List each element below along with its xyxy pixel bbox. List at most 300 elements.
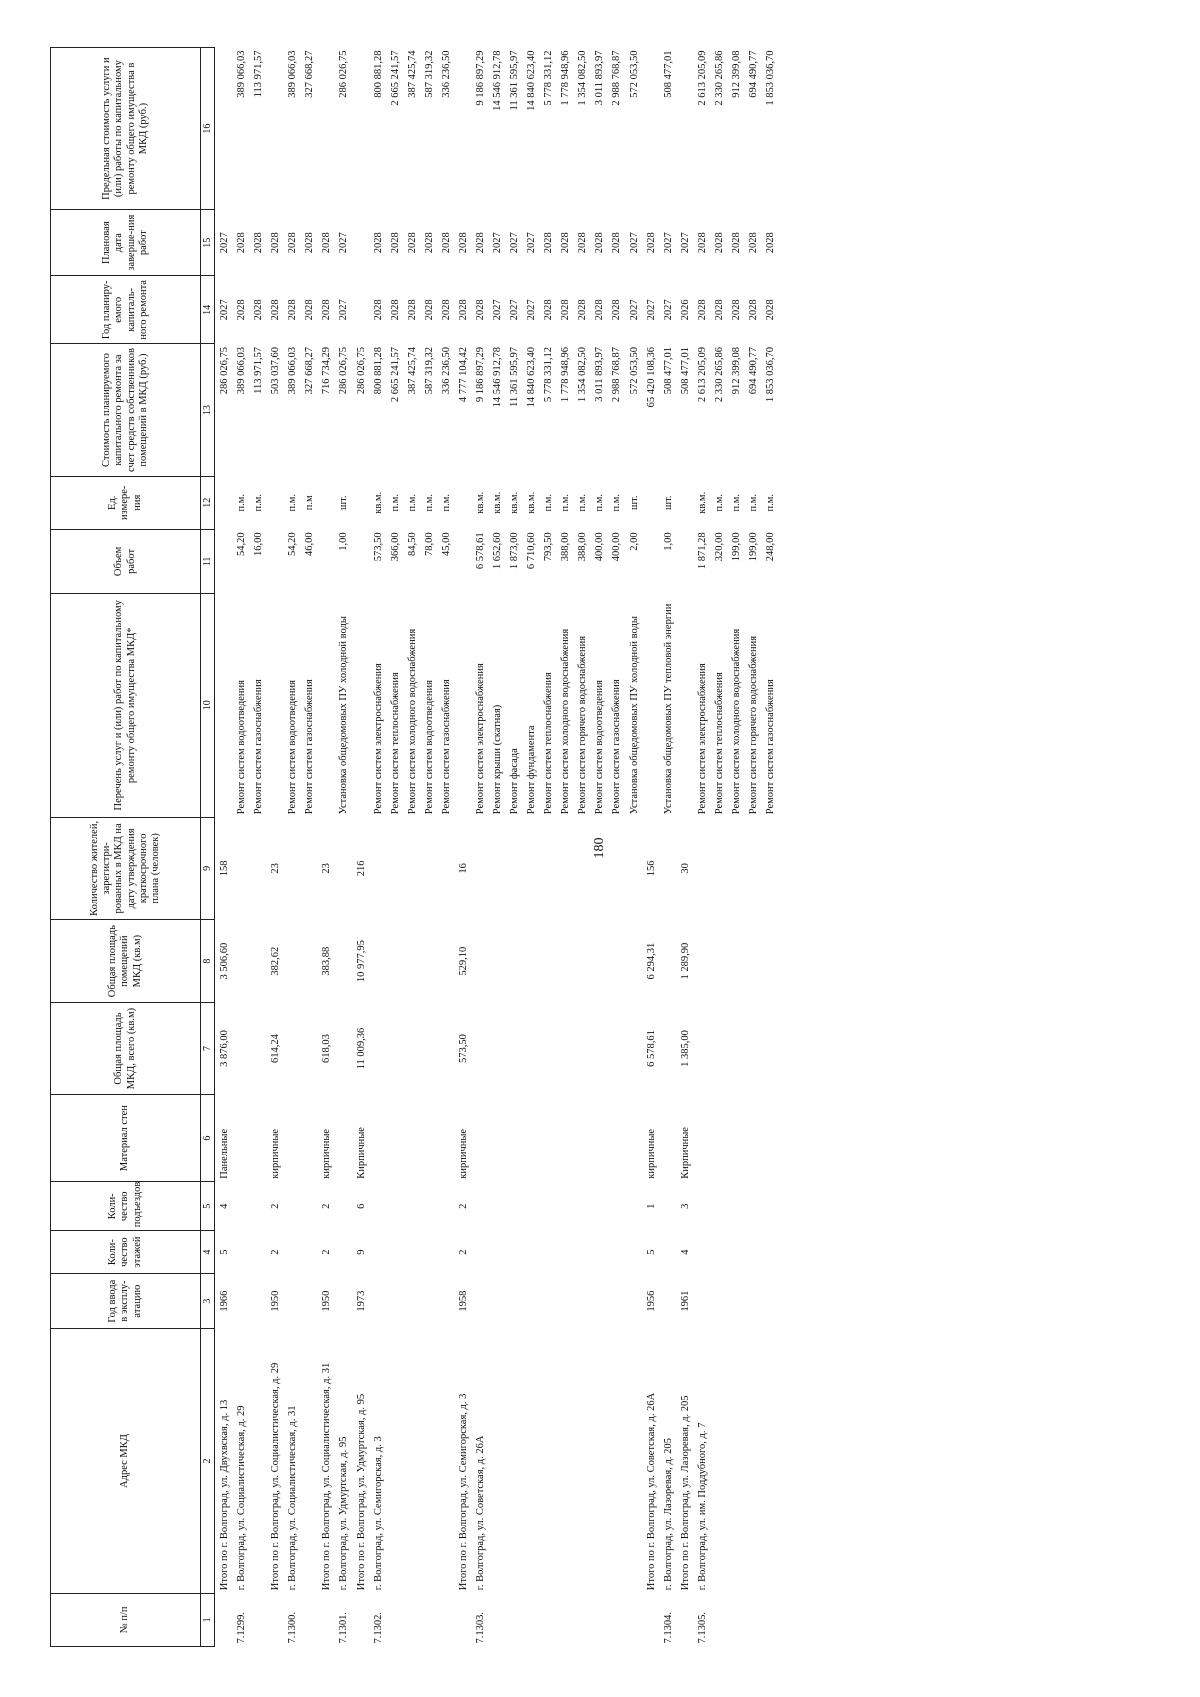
floors-cell: 5	[219, 1249, 230, 1255]
entrances-cell	[590, 1182, 607, 1231]
residents-cell: 16	[457, 863, 469, 874]
volume-cell	[215, 529, 233, 593]
cost-cell: 587 319,32	[423, 346, 435, 395]
premises-area-cell	[334, 920, 351, 1003]
premises-area-cell	[488, 920, 505, 1003]
unit-cell: п.м.	[440, 494, 452, 512]
entrances-cell	[334, 1182, 351, 1231]
wall-material-cell	[334, 1094, 351, 1181]
cost-cell: 14 840 623,40	[526, 346, 538, 408]
floors-cell	[369, 1231, 386, 1274]
column-number: 5	[201, 1182, 215, 1231]
wall-material-cell	[556, 1094, 573, 1181]
completion-year-cell: 2028	[440, 232, 452, 254]
max-cost-cell: 14 546 912,78	[492, 50, 503, 111]
wall-material-cell	[659, 1094, 676, 1181]
table-subrow	[522, 48, 539, 1647]
max-cost-cell: 1 853 036,70	[765, 50, 776, 106]
wall-material-cell	[420, 1094, 437, 1181]
address-cell: Итого по г. Волгоград, ул. Двухвская, д. 13	[219, 1399, 230, 1591]
work-type-cell	[317, 593, 334, 817]
total-area-cell	[659, 1003, 676, 1095]
row-number	[522, 1593, 539, 1646]
completion-year-cell: 2028	[474, 232, 486, 254]
total-area-cell	[249, 1003, 266, 1095]
header-cell: Предельная стоимость услуги и (или) работы по капитальному ремонту общего имущества в МКД (руб.)	[51, 48, 201, 210]
repair-year-cell: 2028	[287, 299, 299, 321]
year-built-cell	[403, 1273, 420, 1328]
max-cost-cell: 572 053,50	[628, 50, 640, 98]
entrances-cell: 3	[679, 1203, 691, 1209]
cost-cell: 3 011 893,97	[594, 346, 606, 402]
total-area-cell	[300, 1003, 317, 1095]
year-built-cell	[556, 1273, 573, 1328]
volume-cell: 45,00	[440, 532, 452, 557]
work-type-cell: Ремонт систем теплоснабжения	[389, 672, 401, 815]
max-cost-cell: 389 066,03	[287, 50, 299, 98]
address-cell	[710, 1329, 727, 1593]
premises-area-cell	[505, 920, 522, 1003]
work-type-cell: Ремонт фасада	[509, 748, 521, 815]
total-area-cell	[403, 1003, 420, 1095]
completion-year-cell: 2028	[457, 232, 469, 254]
total-area-cell: 6 578,61	[645, 1030, 657, 1067]
floors-cell	[283, 1231, 300, 1274]
completion-year-cell: 2028	[645, 232, 657, 254]
max-cost-cell: 587 319,32	[423, 50, 435, 98]
cost-cell: 286 026,75	[355, 346, 367, 395]
floors-cell	[556, 1231, 573, 1274]
entrances-cell	[386, 1182, 403, 1231]
table-subrow	[300, 48, 317, 1647]
entrances-cell	[659, 1182, 676, 1231]
volume-cell: 84,50	[406, 532, 418, 557]
cost-cell: 14 546 912,78	[492, 346, 503, 408]
repair-year-cell: 2027	[526, 299, 538, 321]
cost-cell: 387 425,74	[406, 346, 418, 395]
column-number: 13	[201, 344, 215, 476]
address-cell	[403, 1329, 420, 1593]
work-type-cell	[352, 593, 369, 817]
year-built-cell	[283, 1273, 300, 1328]
address-cell	[488, 1329, 505, 1593]
unit-cell: п.м.	[611, 494, 623, 512]
row-number	[300, 1593, 317, 1646]
completion-year-cell: 2028	[713, 232, 725, 254]
volume-cell: 366,00	[389, 532, 401, 562]
cost-cell: 9 186 897,29	[474, 346, 486, 403]
total-area-cell	[761, 1003, 778, 1095]
total-area-cell	[727, 1003, 744, 1095]
table-subrow	[437, 48, 454, 1647]
completion-year-cell: 2027	[338, 232, 350, 254]
row-number	[215, 1593, 233, 1646]
cost-cell: 2 665 241,57	[389, 346, 401, 403]
work-type-cell: Ремонт систем газоснабжения	[304, 679, 316, 815]
header-cell: Материал стен	[51, 1094, 201, 1181]
premises-area-cell	[420, 920, 437, 1003]
premises-area-cell	[710, 920, 727, 1003]
wall-material-cell	[710, 1094, 727, 1181]
table-subrow	[573, 48, 590, 1647]
unit-cell: п.м.	[406, 494, 418, 512]
wall-material-cell	[403, 1094, 420, 1181]
header-cell: Общая площадь помещений МКД (кв.м)	[51, 920, 201, 1003]
entrances-cell	[505, 1182, 522, 1231]
address-cell	[607, 1329, 624, 1593]
row-number	[420, 1593, 437, 1646]
entrances-cell: 2	[457, 1203, 469, 1209]
repair-year-cell	[352, 276, 369, 344]
year-built-cell	[744, 1273, 761, 1328]
cost-cell: 572 053,50	[628, 346, 640, 395]
column-number: 11	[201, 529, 215, 593]
unit-cell	[642, 476, 659, 529]
unit-cell: п.м.	[730, 494, 742, 512]
wall-material-cell	[693, 1094, 710, 1181]
table-subrow	[539, 48, 556, 1647]
column-number: 6	[201, 1094, 215, 1181]
unit-cell: кв.м.	[372, 491, 384, 514]
max-cost-cell: 1 778 948,96	[560, 50, 572, 106]
max-cost-cell: 2 613 205,09	[696, 50, 708, 106]
row-number: 7.1299.	[236, 1612, 248, 1644]
volume-cell: 1,00	[662, 532, 674, 551]
table-row	[232, 48, 249, 1647]
address-cell: г. Волгоград, ул. Социалистическая, д. 31	[287, 1405, 299, 1591]
wall-material-cell	[625, 1094, 642, 1181]
year-built-cell: 1966	[219, 1290, 230, 1312]
residents-cell	[403, 817, 420, 919]
floors-cell	[386, 1231, 403, 1274]
volume-cell: 6 578,61	[474, 532, 486, 570]
completion-year-cell: 2027	[219, 232, 230, 254]
year-built-cell	[710, 1273, 727, 1328]
row-number	[386, 1593, 403, 1646]
table-subrow	[744, 48, 761, 1647]
repair-year-cell: 2028	[560, 299, 572, 321]
repair-year-cell: 2028	[406, 299, 418, 321]
work-type-cell: Установка общедомовых ПУ холодной воды	[338, 616, 350, 815]
unit-cell: п.м.	[253, 494, 265, 512]
max-cost-cell: 14 840 623,40	[526, 50, 538, 111]
premises-area-cell	[369, 920, 386, 1003]
unit-cell: п.м.	[594, 494, 606, 512]
row-number	[642, 1593, 659, 1646]
unit-cell: кв.м.	[474, 491, 486, 514]
work-type-cell: Ремонт систем газоснабжения	[440, 679, 452, 815]
table-subrow	[420, 48, 437, 1647]
max-cost-cell	[215, 48, 233, 210]
entrances-cell	[403, 1182, 420, 1231]
completion-year-cell: 2028	[389, 232, 401, 254]
residents-cell	[625, 817, 642, 919]
wall-material-cell: кирпичные	[457, 1128, 469, 1179]
capital-repair-table	[50, 47, 778, 1647]
address-cell: Итого по г. Волгоград, ул. Семигорская, д. 3	[457, 1393, 469, 1591]
address-cell	[761, 1329, 778, 1593]
year-built-cell	[607, 1273, 624, 1328]
cost-cell: 2 988 768,87	[611, 346, 623, 403]
row-number	[437, 1593, 454, 1646]
header-cell: Год ввода в эксплу-атацию	[51, 1273, 201, 1328]
column-number: 14	[201, 276, 215, 344]
repair-year-cell: 2027	[662, 299, 674, 321]
premises-area-cell	[744, 920, 761, 1003]
floors-cell	[403, 1231, 420, 1274]
wall-material-cell	[607, 1094, 624, 1181]
wall-material-cell	[727, 1094, 744, 1181]
residents-cell: 158	[219, 860, 230, 877]
repair-year-cell: 2028	[372, 299, 384, 321]
unit-cell: п.м.	[713, 494, 725, 512]
year-built-cell	[693, 1273, 710, 1328]
row-number	[590, 1593, 607, 1646]
column-number: 3	[201, 1273, 215, 1328]
residents-cell	[300, 817, 317, 919]
cost-cell: 2 330 265,86	[713, 346, 725, 403]
repair-year-cell: 2028	[440, 299, 452, 321]
volume-cell	[266, 529, 283, 593]
cost-cell: 912 399,08	[730, 346, 742, 395]
row-number	[744, 1593, 761, 1646]
address-cell	[590, 1329, 607, 1593]
residents-cell	[761, 817, 778, 919]
year-built-cell	[420, 1273, 437, 1328]
repair-year-cell: 2028	[236, 299, 248, 321]
residents-cell	[693, 817, 710, 919]
cost-cell: 286 026,75	[219, 346, 230, 395]
total-area-cell	[710, 1003, 727, 1095]
floors-cell	[573, 1231, 590, 1274]
premises-area-cell	[300, 920, 317, 1003]
max-cost-cell: 286 026,75	[338, 50, 350, 98]
residents-cell	[420, 817, 437, 919]
header-cell: Количество жителей, зарегистри-рованных в МКД на дату утверждения краткосрочного плана (человек)	[51, 817, 201, 919]
floors-cell	[334, 1231, 351, 1274]
premises-area-cell: 6 294,31	[645, 942, 657, 980]
max-cost-cell: 2 330 265,86	[713, 50, 725, 106]
work-type-cell	[215, 593, 233, 817]
address-cell	[573, 1329, 590, 1593]
unit-cell: п.м.	[577, 494, 589, 512]
address-cell	[539, 1329, 556, 1593]
cost-cell: 503 037,60	[270, 346, 282, 395]
residents-cell	[488, 817, 505, 919]
premises-area-cell	[625, 920, 642, 1003]
work-type-cell	[676, 593, 693, 817]
unit-cell: п.м.	[747, 494, 759, 512]
total-area-cell	[607, 1003, 624, 1095]
volume-cell	[317, 529, 334, 593]
year-built-cell	[522, 1273, 539, 1328]
year-built-cell: 1950	[270, 1290, 282, 1312]
address-cell	[522, 1329, 539, 1593]
row-number: 7.1300.	[287, 1612, 299, 1644]
column-number: 12	[201, 476, 215, 529]
residents-cell	[556, 817, 573, 919]
table-total-row	[676, 48, 693, 1647]
cost-cell: 389 066,03	[236, 346, 248, 395]
residents-cell	[744, 817, 761, 919]
table-total-row	[215, 48, 233, 1647]
column-number: 10	[201, 593, 215, 817]
column-number: 15	[201, 210, 215, 276]
repair-year-cell: 2028	[474, 299, 486, 321]
total-area-cell	[625, 1003, 642, 1095]
entrances-cell	[249, 1182, 266, 1231]
year-built-cell	[249, 1273, 266, 1328]
completion-year-cell: 2028	[765, 232, 776, 254]
premises-area-cell	[283, 920, 300, 1003]
volume-cell: 46,00	[304, 532, 316, 557]
premises-area-cell: 10 977,95	[355, 940, 367, 983]
entrances-cell	[300, 1182, 317, 1231]
floors-cell	[693, 1231, 710, 1274]
year-built-cell	[590, 1273, 607, 1328]
entrances-cell	[556, 1182, 573, 1231]
table-total-row	[454, 48, 471, 1647]
max-cost-cell: 800 881,28	[372, 50, 384, 98]
entrances-cell	[437, 1182, 454, 1231]
volume-cell: 2,00	[628, 532, 640, 551]
address-cell	[437, 1329, 454, 1593]
unit-cell: кв.м.	[492, 491, 503, 514]
header-cell: Год планиру-емого капиталь-ного ремонта	[51, 276, 201, 344]
unit-cell: п.м.	[287, 494, 299, 512]
unit-cell: п.м.	[423, 494, 435, 512]
volume-cell	[352, 529, 369, 593]
work-type-cell: Ремонт систем холодного водоснабжения	[730, 628, 742, 815]
unit-cell: п.м.	[236, 494, 248, 512]
entrances-cell	[488, 1182, 505, 1231]
year-built-cell: 1958	[457, 1290, 469, 1312]
header-cell: Адрес МКД	[51, 1329, 201, 1593]
wall-material-cell: кирпичные	[270, 1128, 282, 1179]
completion-year-cell: 2027	[662, 232, 674, 254]
year-built-cell	[386, 1273, 403, 1328]
floors-cell	[727, 1231, 744, 1274]
table-subrow	[386, 48, 403, 1647]
table-row	[693, 48, 710, 1647]
table-subrow	[249, 48, 266, 1647]
completion-year-cell: 2028	[236, 232, 248, 254]
column-number: 4	[201, 1231, 215, 1274]
completion-year-cell: 2027	[526, 232, 538, 254]
table-row	[471, 48, 488, 1647]
work-type-cell	[642, 593, 659, 817]
max-cost-cell: 3 011 893,97	[594, 50, 606, 106]
row-number	[676, 1593, 693, 1646]
max-cost-cell: 387 425,74	[406, 50, 418, 98]
row-number	[454, 1593, 471, 1646]
max-cost-cell: 694 490,77	[747, 50, 759, 98]
completion-year-cell: 2027	[492, 232, 503, 254]
completion-year-cell: 2027	[509, 232, 521, 254]
entrances-cell	[420, 1182, 437, 1231]
floors-cell	[232, 1231, 249, 1274]
floors-cell: 9	[355, 1249, 367, 1255]
residents-cell	[590, 817, 607, 919]
year-built-cell	[539, 1273, 556, 1328]
cost-cell: 1 778 948,96	[560, 346, 572, 403]
floors-cell: 2	[321, 1249, 333, 1255]
volume-cell: 1 873,00	[509, 532, 521, 570]
volume-cell: 1,00	[338, 532, 350, 551]
premises-area-cell	[386, 920, 403, 1003]
year-built-cell	[625, 1273, 642, 1328]
total-area-cell	[283, 1003, 300, 1095]
table-subrow	[403, 48, 420, 1647]
year-built-cell	[488, 1273, 505, 1328]
repair-year-cell: 2027	[628, 299, 640, 321]
premises-area-cell	[522, 920, 539, 1003]
max-cost-cell	[454, 48, 471, 210]
completion-year-cell: 2028	[372, 232, 384, 254]
table-total-row	[266, 48, 283, 1647]
repair-year-cell: 2028	[457, 299, 469, 321]
completion-year-cell: 2028	[730, 232, 742, 254]
total-area-cell	[334, 1003, 351, 1095]
residents-cell	[249, 817, 266, 919]
wall-material-cell	[488, 1094, 505, 1181]
floors-cell	[300, 1231, 317, 1274]
repair-year-cell: 2027	[509, 299, 521, 321]
address-cell	[556, 1329, 573, 1593]
residents-cell: 23	[321, 863, 333, 874]
header-cell: № п/п	[51, 1593, 201, 1646]
floors-cell	[539, 1231, 556, 1274]
work-type-cell: Установка общедомовых ПУ холодной воды	[628, 616, 640, 815]
volume-cell	[676, 529, 693, 593]
header-cell: Плановая дата заверше-ния работ	[51, 210, 201, 276]
row-number	[727, 1593, 744, 1646]
volume-cell: 400,00	[594, 532, 606, 562]
work-type-cell: Ремонт систем теплоснабжения	[713, 672, 725, 815]
max-cost-cell: 508 477,01	[662, 50, 674, 98]
floors-cell	[659, 1231, 676, 1274]
unit-cell: кв.м.	[509, 491, 521, 514]
table-subrow	[710, 48, 727, 1647]
work-type-cell: Ремонт систем электроснабжения	[696, 663, 708, 815]
cost-cell: 508 477,01	[662, 346, 674, 395]
total-area-cell	[488, 1003, 505, 1095]
year-built-cell	[300, 1273, 317, 1328]
unit-cell: шт.	[338, 495, 350, 511]
header-cell: Стоимость планируемого капитального ремонта за счет средств собственников помещений в МКД (руб.)	[51, 344, 201, 476]
volume-cell: 388,00	[577, 532, 589, 562]
residents-cell	[659, 817, 676, 919]
floors-cell: 2	[457, 1249, 469, 1255]
row-number	[607, 1593, 624, 1646]
year-built-cell	[471, 1273, 488, 1328]
address-cell	[505, 1329, 522, 1593]
work-type-cell: Ремонт систем водоотведения	[236, 680, 248, 815]
cost-cell: 800 881,28	[372, 346, 384, 395]
work-type-cell: Ремонт систем холодного водоснабжения	[406, 628, 418, 815]
residents-cell: 216	[355, 860, 367, 877]
repair-year-cell: 2028	[270, 299, 282, 321]
volume-cell: 16,00	[253, 532, 265, 557]
residents-cell	[437, 817, 454, 919]
premises-area-cell	[471, 920, 488, 1003]
header-cell: Объем работ	[51, 529, 201, 593]
table-body	[215, 48, 779, 1647]
entrances-cell: 2	[321, 1203, 333, 1209]
cost-cell: 11 361 595,97	[509, 346, 521, 407]
address-cell: Итого по г. Волгоград, ул. Социалистическая, д. 31	[321, 1362, 333, 1591]
table-header	[51, 48, 215, 1647]
